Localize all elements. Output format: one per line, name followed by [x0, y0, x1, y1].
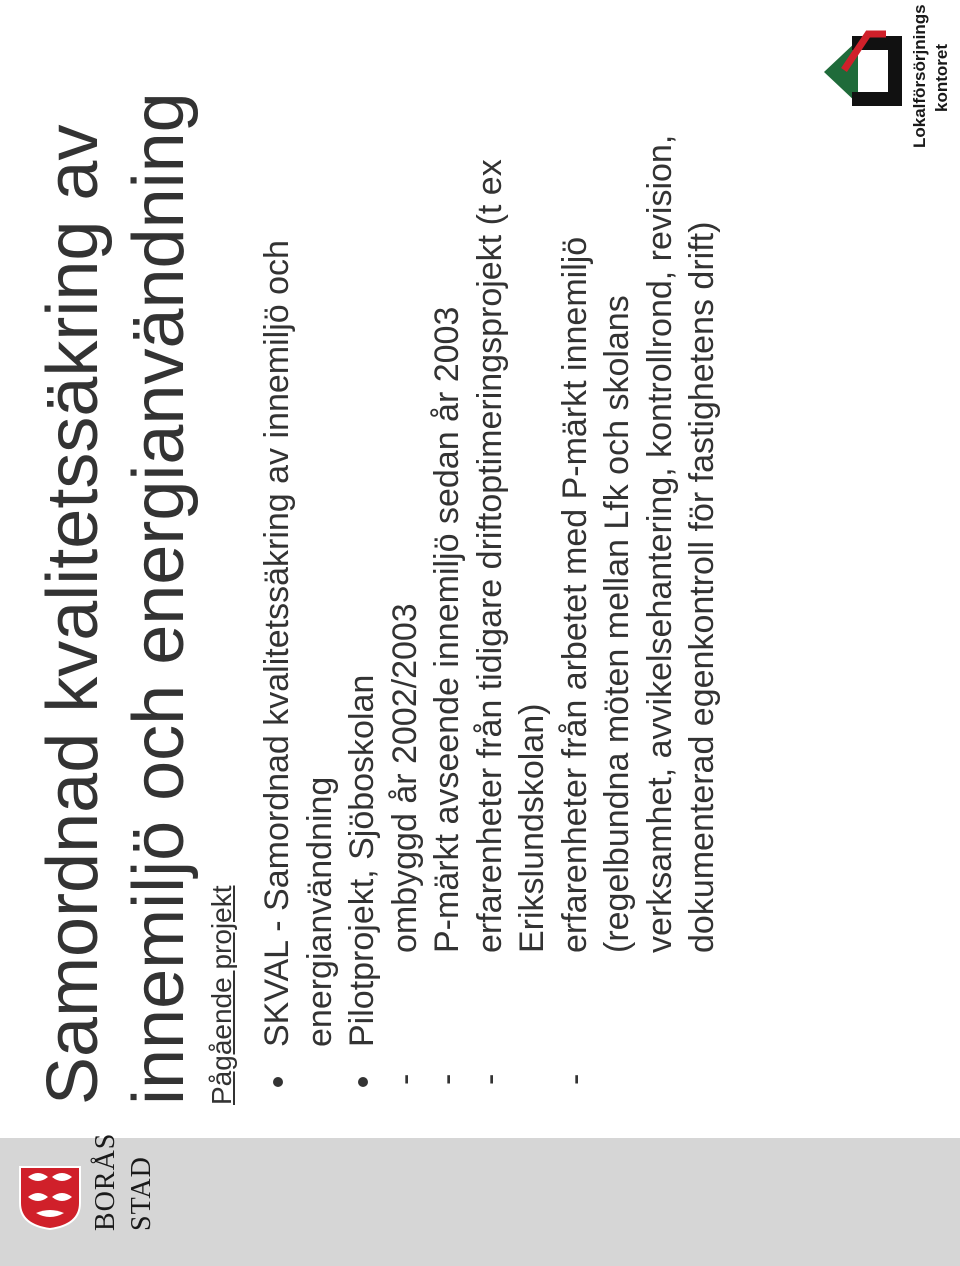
section-heading: Pågående projekt — [206, 885, 237, 1105]
lfk-word-line2: kontoret — [932, 44, 951, 112]
boras-word-line1: BORÅS — [90, 1132, 121, 1231]
dash-marker: - — [428, 1073, 466, 1085]
sub-list-item-continuation — [681, 25, 724, 1105]
slide-title — [30, 25, 202, 1105]
sub-list-item-text: verksamhet, avvikelsehantering, kontrollrond, revision, — [640, 134, 679, 953]
dash-marker: - — [385, 1073, 424, 1085]
sub-list-item — [426, 25, 469, 1105]
list-item-text: energianvändning — [300, 776, 339, 1047]
title-line-2: innemiljö och energianvändning — [119, 92, 199, 1105]
dash-marker: - — [555, 1073, 594, 1085]
list-item — [341, 25, 384, 1105]
boras-shield-icon — [18, 1163, 82, 1231]
lfk-word-line1: Lokalförsörjnings — [910, 4, 929, 148]
list-item — [256, 25, 299, 1105]
sub-list-item-text: erfarenheter från tidigare driftoptimeringsprojekt (t ex — [470, 159, 509, 953]
dash-marker: - — [470, 1073, 509, 1085]
sub-list-item-text: (regelbundna möten mellan Lfk och skolans — [598, 295, 636, 953]
sub-list-item — [469, 25, 512, 1105]
sub-list-item — [554, 25, 597, 1105]
list-item-continuation — [299, 25, 342, 1105]
boras-word-line2: STAD — [126, 1156, 157, 1231]
boras-stad-wordmark — [88, 1132, 168, 1235]
list-item-text: SKVAL - Samordnad kvalitetssäkring av innemiljö och — [258, 240, 296, 1047]
sub-list-item — [384, 25, 427, 1105]
sub-list-item-text: P-märkt avseende innemiljö sedan år 2003 — [428, 306, 466, 953]
list-item-text: Pilotprojekt, Sjöboskolan — [343, 674, 381, 1047]
sub-list-item-continuation — [596, 25, 639, 1105]
bullet-icon — [273, 1077, 283, 1087]
sub-list-item-text: Erikslundskolan) — [513, 703, 551, 953]
sub-list-item-text: ombyggd år 2002/2003 — [385, 603, 424, 953]
slide-content — [0, 5, 770, 1105]
sub-list-item-continuation — [511, 25, 554, 1105]
title-line-1: Samordnad kvalitetssäkring av — [33, 124, 113, 1105]
lfk-house-icon — [822, 30, 904, 112]
lokalforsorjningskontoret-logo — [818, 0, 960, 150]
sub-list-item-text: dokumenterad egenkontroll för fastighetens drift) — [683, 221, 721, 953]
boras-stad-logo — [18, 1132, 157, 1235]
content-list — [256, 25, 724, 1105]
bullet-icon — [358, 1077, 368, 1087]
sub-list-item-continuation — [639, 25, 682, 1105]
sub-list-item-text: erfarenheter från arbetet med P-märkt innemiljö — [555, 236, 594, 953]
